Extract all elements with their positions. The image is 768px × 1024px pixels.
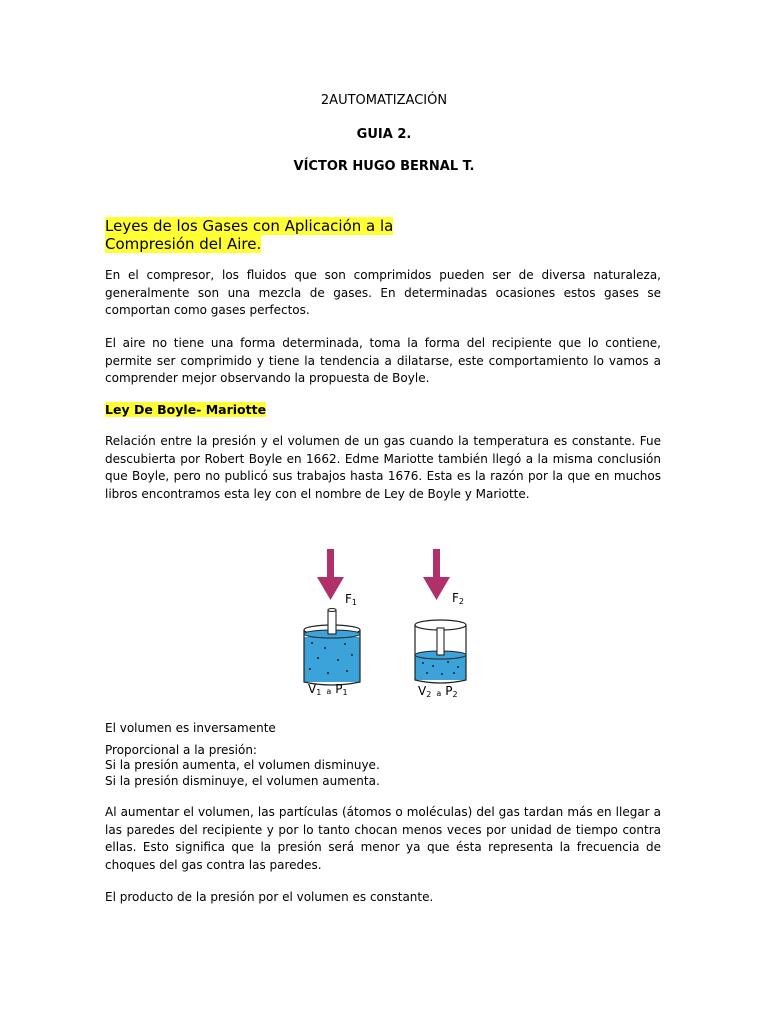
boyle-paragraph: Relación entre la presión y el volumen de un gas cuando la temperatura es constante. Fue descubierta por Robert Boyle en 1662. Edme Mariotte también llegó a la misma conclusión que Boyle, pero no publicó sus trabajos hasta 1676. Esta es la razón por la que en muchos libros encontramos esta ley con el nombre de Ley de Boyle y Mariotte. — [105, 434, 661, 501]
boyle-heading — [105, 402, 266, 418]
constant-product-statement: El producto de la presión por el volumen es constante. — [105, 890, 434, 904]
course-title: 2AUTOMATIZACIÓN — [320, 93, 448, 108]
author-name: VÍCTOR HUGO BERNAL T. — [293, 159, 475, 174]
boyle-heading-text: Ley De Boyle- Mariotte — [105, 402, 267, 417]
intro-paragraph-2: El aire no tiene una forma determinada, toma la forma del recipiente que lo contiene, permite ser comprimido y tiene la tendencia a dilatarse, este comportamiento lo vamos a comprender mejor observando la propuesta de Boyle. — [105, 336, 661, 385]
state-label-right: V2 a P2 — [418, 684, 458, 699]
boyle-diagram — [290, 545, 500, 705]
law-line-2: Proporcional a la presión: — [105, 743, 257, 757]
section-heading — [105, 217, 393, 253]
force-arrow-left — [317, 549, 344, 600]
section-heading-line2: Compresión del Aire. — [105, 235, 262, 253]
law-line-3: Si la presión aumenta, el volumen disminuye. — [105, 758, 380, 772]
force-label-right: F2 — [452, 591, 464, 606]
force-arrow-right — [423, 549, 450, 600]
section-heading-line1: Leyes de los Gases con Aplicación a la — [105, 217, 394, 235]
explanation-paragraph: Al aumentar el volumen, las partículas (átomos o moléculas) del gas tardan más en llegar a las paredes del recipiente y por lo tanto chocan menos veces por unidad de tiempo contra ellas. Esto significa que la presión será menor ya que ésta representa la frecuencia de choques del gas contra las paredes. — [105, 805, 661, 872]
intro-paragraph-1: En el compresor, los fluidos que son comprimidos pueden ser de diversa naturaleza, generalmente son una mezcla de gases. En determinadas ocasiones estos gases se comportan como gases perfectos. — [105, 268, 661, 317]
law-line-4: Si la presión disminuye, el volumen aumenta. — [105, 774, 380, 788]
law-line-1: El volumen es inversamente — [105, 721, 276, 735]
state-label-left: V1 a P1 — [308, 682, 348, 697]
cylinder-left — [304, 609, 360, 686]
force-label-left: F1 — [345, 592, 357, 607]
cylinder-right — [415, 620, 466, 683]
guide-number: GUIA 2. — [356, 127, 412, 142]
